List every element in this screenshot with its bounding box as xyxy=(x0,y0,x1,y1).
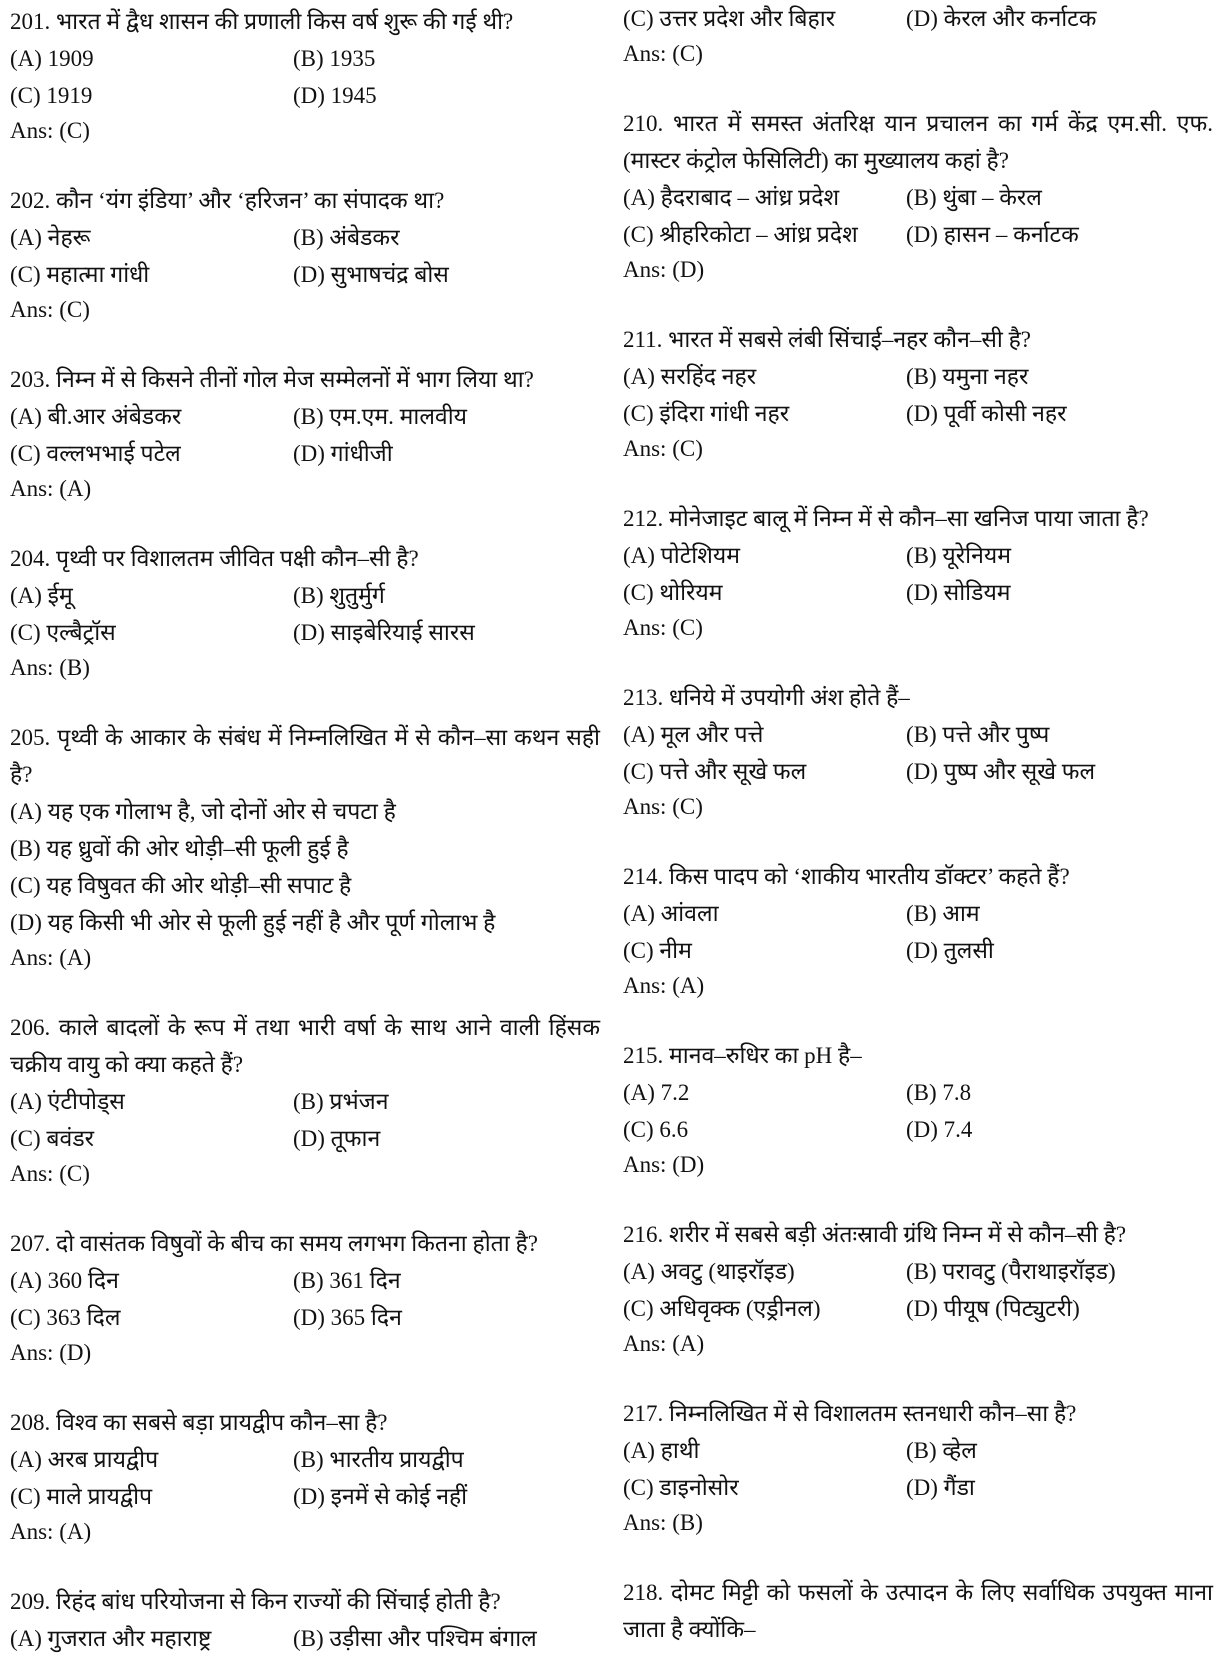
question-205 xyxy=(10,716,600,975)
option: (A) यह एक गोलाभ है, जो दोनों ओर से चपटा है xyxy=(10,799,396,824)
options-grid xyxy=(623,1432,1213,1506)
option: (B) शुतुर्मुर्ग xyxy=(293,583,385,608)
question-209 xyxy=(10,1580,600,1657)
options-grid xyxy=(623,0,1213,37)
options-grid xyxy=(623,358,1213,432)
option: (D) 1945 xyxy=(293,83,377,108)
question-text: 215. मानव–रुधिर का pH है– xyxy=(623,1043,862,1068)
question-214 xyxy=(623,855,1213,1003)
answer: Ans: (C) xyxy=(10,297,90,322)
question-212 xyxy=(623,497,1213,645)
options-grid xyxy=(10,398,600,472)
option: (B) भारतीय प्रायद्वीप xyxy=(293,1447,464,1472)
answer: Ans: (A) xyxy=(10,476,92,501)
option: (A) अवटु (थाइरॉइड) xyxy=(623,1259,795,1284)
option: (A) ईमू xyxy=(10,583,73,608)
option: (A) 1909 xyxy=(10,46,94,71)
option: (A) एंटीपोड्स xyxy=(10,1089,125,1114)
option: (D) साइबेरियाई सारस xyxy=(293,620,475,645)
option: (C) इंदिरा गांधी नहर xyxy=(623,401,790,426)
option: (A) हैदराबाद – आंध्र प्रदेश xyxy=(623,185,840,210)
option: (B) 361 दिन xyxy=(293,1268,401,1293)
answer: Ans: (D) xyxy=(623,257,705,282)
question-text: 209. रिहंद बांध परियोजना से किन राज्यों की सिंचाई होती है? xyxy=(10,1589,501,1614)
option: (B) अंबेडकर xyxy=(293,225,400,250)
option: (D) गांधीजी xyxy=(293,441,393,466)
option: (C) माले प्रायद्वीप xyxy=(10,1484,153,1509)
option: (C) 1919 xyxy=(10,83,93,108)
options-grid xyxy=(623,1074,1213,1148)
question-204 xyxy=(10,537,600,685)
answer: Ans: (A) xyxy=(10,945,92,970)
option: (C) नीम xyxy=(623,938,692,963)
options-grid xyxy=(623,895,1213,969)
option: (B) 7.8 xyxy=(906,1080,972,1105)
question-text: 207. दो वासंतक विषुवों के बीच का समय लगभग कितना होता है? xyxy=(10,1231,538,1256)
option: (C) वल्लभभाई पटेल xyxy=(10,441,181,466)
option: (C) यह विषुवत की ओर थोड़ी–सी सपाट है xyxy=(10,873,352,898)
question-text: 204. पृथ्वी पर विशालतम जीवित पक्षी कौन–सी है? xyxy=(10,546,419,571)
question-208 xyxy=(10,1401,600,1549)
question-216 xyxy=(623,1213,1213,1361)
question-217 xyxy=(623,1392,1213,1540)
option: (B) प्रभंजन xyxy=(293,1089,389,1114)
question-203 xyxy=(10,358,600,506)
answer: Ans: (C) xyxy=(623,436,703,461)
options-grid xyxy=(10,219,600,293)
answer: Ans: (B) xyxy=(10,655,90,680)
question-213 xyxy=(623,676,1213,824)
option: (B) आम xyxy=(906,901,980,926)
answer: Ans: (A) xyxy=(623,973,705,998)
question-201 xyxy=(10,0,600,148)
answer: Ans: (B) xyxy=(623,1510,703,1535)
option: (B) यह ध्रुवों की ओर थोड़ी–सी फूली हुई है xyxy=(10,836,349,861)
answer: Ans: (A) xyxy=(10,1519,92,1544)
question-text: 218. दोमट मिट्टी को फसलों के उत्पादन के लिए सर्वाधिक उपयुक्त माना जाता है क्योंकि– xyxy=(623,1580,1213,1642)
question-text: 216. शरीर में सबसे बड़ी अंतःस्रावी ग्रंथि निम्न में से कौन–सी है? xyxy=(623,1222,1127,1247)
question-206 xyxy=(10,1006,600,1191)
option: (C) डाइनोसोर xyxy=(623,1475,739,1500)
options-grid xyxy=(10,1620,600,1657)
option: (C) उत्तर प्रदेश और बिहार xyxy=(623,6,836,31)
question-text: 211. भारत में सबसे लंबी सिंचाई–नहर कौन–सी है? xyxy=(623,327,1032,352)
option: (D) सोडियम xyxy=(906,580,1011,605)
answer: Ans: (C) xyxy=(623,615,703,640)
options-grid xyxy=(10,1262,600,1336)
options-grid xyxy=(10,40,600,114)
question-202 xyxy=(10,179,600,327)
question-text: 208. विश्व का सबसे बड़ा प्रायद्वीप कौन–सा है? xyxy=(10,1410,388,1435)
question-text: 210. भारत में समस्त अंतरिक्ष यान प्रचालन का गर्म केंद्र एम.सी. एफ. (मास्टर कंट्रोल फेसिलिटी) का मुख्यालय कहां है? xyxy=(623,111,1213,173)
question-text: 201. भारत में द्वैध शासन की प्रणाली किस वर्ष शुरू की गई थी? xyxy=(10,9,514,34)
option: (D) पीयूष (पिट्युटरी) xyxy=(906,1296,1080,1321)
option: (C) थोरियम xyxy=(623,580,723,605)
answer: Ans: (C) xyxy=(10,118,90,143)
option: (B) व्हेल xyxy=(906,1438,977,1463)
question-207 xyxy=(10,1222,600,1370)
option: (B) 1935 xyxy=(293,46,376,71)
question-text: 202. कौन ‘यंग इंडिया’ और ‘हरिजन’ का संपादक था? xyxy=(10,188,445,213)
option: (D) केरल और कर्नाटक xyxy=(906,6,1097,31)
option: (D) गैंडा xyxy=(906,1475,975,1500)
question-210 xyxy=(623,102,1213,287)
option: (A) पोटेशियम xyxy=(623,543,740,568)
option: (B) यूरेनियम xyxy=(906,543,1011,568)
options-grid xyxy=(10,1083,600,1157)
option: (D) 365 दिन xyxy=(293,1305,402,1330)
option: (B) यमुना नहर xyxy=(906,364,1029,389)
question-218 xyxy=(623,1571,1213,1648)
option: (D) 7.4 xyxy=(906,1117,973,1142)
answer: Ans: (A) xyxy=(623,1331,705,1356)
option: (C) महात्मा गांधी xyxy=(10,262,150,287)
answer: Ans: (C) xyxy=(623,794,703,819)
option: (C) 6.6 xyxy=(623,1117,689,1142)
option: (C) बवंडर xyxy=(10,1126,95,1151)
answer: Ans: (C) xyxy=(623,41,703,66)
option: (A) 360 दिन xyxy=(10,1268,119,1293)
option: (B) एम.एम. मालवीय xyxy=(293,404,467,429)
question-211 xyxy=(623,318,1213,466)
option: (C) एल्बैट्रॉस xyxy=(10,620,116,645)
option: (D) पूर्वी कोसी नहर xyxy=(906,401,1067,426)
option: (D) तूफान xyxy=(293,1126,381,1151)
option: (B) पत्ते और पुष्प xyxy=(906,722,1050,747)
option: (D) पुष्प और सूखे फल xyxy=(906,759,1096,784)
option: (C) अधिवृक्क (एड्रीनल) xyxy=(623,1296,821,1321)
option: (B) परावटु (पैराथाइरॉइड) xyxy=(906,1259,1116,1284)
option: (D) इनमें से कोई नहीं xyxy=(293,1484,468,1509)
answer: Ans: (C) xyxy=(10,1161,90,1186)
option: (D) हासन – कर्नाटक xyxy=(906,222,1079,247)
option: (A) आंवला xyxy=(623,901,719,926)
option: (A) हाथी xyxy=(623,1438,700,1463)
option: (C) 363 दिल xyxy=(10,1305,121,1330)
right-column xyxy=(623,0,1213,1648)
question-text: 205. पृथ्वी के आकार के संबंध में निम्नलिखित में से कौन–सा कथन सही है? xyxy=(10,725,600,787)
option: (B) थुंबा – केरल xyxy=(906,185,1042,210)
option: (A) गुजरात और महाराष्ट्र xyxy=(10,1626,212,1651)
option: (A) नेहरू xyxy=(10,225,91,250)
option: (D) तुलसी xyxy=(906,938,994,963)
question-text: 213. धनिये में उपयोगी अंश होते हैं– xyxy=(623,685,910,710)
option: (D) यह किसी भी ओर से फूली हुई नहीं है और पूर्ण गोलाभ है xyxy=(10,910,496,935)
question-text: 203. निम्न में से किसने तीनों गोल मेज सम्मेलनों में भाग लिया था? xyxy=(10,367,534,392)
option: (A) अरब प्रायद्वीप xyxy=(10,1447,159,1472)
options-grid xyxy=(623,179,1213,253)
options-grid xyxy=(623,1253,1213,1327)
options-grid xyxy=(623,716,1213,790)
options-grid xyxy=(623,537,1213,611)
option: (A) सरहिंद नहर xyxy=(623,364,757,389)
option: (A) 7.2 xyxy=(623,1080,690,1105)
answer: Ans: (D) xyxy=(623,1152,705,1177)
options-grid xyxy=(10,1441,600,1515)
option: (B) उड़ीसा और पश्चिम बंगाल xyxy=(293,1626,537,1651)
option: (D) सुभाषचंद्र बोस xyxy=(293,262,449,287)
left-column xyxy=(10,0,600,1657)
question-209-cont xyxy=(623,0,1213,71)
option: (C) पत्ते और सूखे फल xyxy=(623,759,807,784)
question-215 xyxy=(623,1034,1213,1182)
answer: Ans: (D) xyxy=(10,1340,92,1365)
options-grid xyxy=(10,577,600,651)
question-text: 212. मोनेजाइट बालू में निम्न में से कौन–सा खनिज पाया जाता है? xyxy=(623,506,1149,531)
question-text: 206. काले बादलों के रूप में तथा भारी वर्षा के साथ आने वाली हिंसक चक्रीय वायु को क्या कहते हैं? xyxy=(10,1015,600,1077)
option: (C) श्रीहरिकोटा – आंध्र प्रदेश xyxy=(623,222,858,247)
option: (A) बी.आर अंबेडकर xyxy=(10,404,182,429)
question-text: 214. किस पादप को ‘शाकीय भारतीय डॉक्टर’ कहते हैं? xyxy=(623,864,1070,889)
question-text: 217. निम्नलिखित में से विशालतम स्तनधारी कौन–सा है? xyxy=(623,1401,1077,1426)
option: (A) मूल और पत्ते xyxy=(623,722,764,747)
